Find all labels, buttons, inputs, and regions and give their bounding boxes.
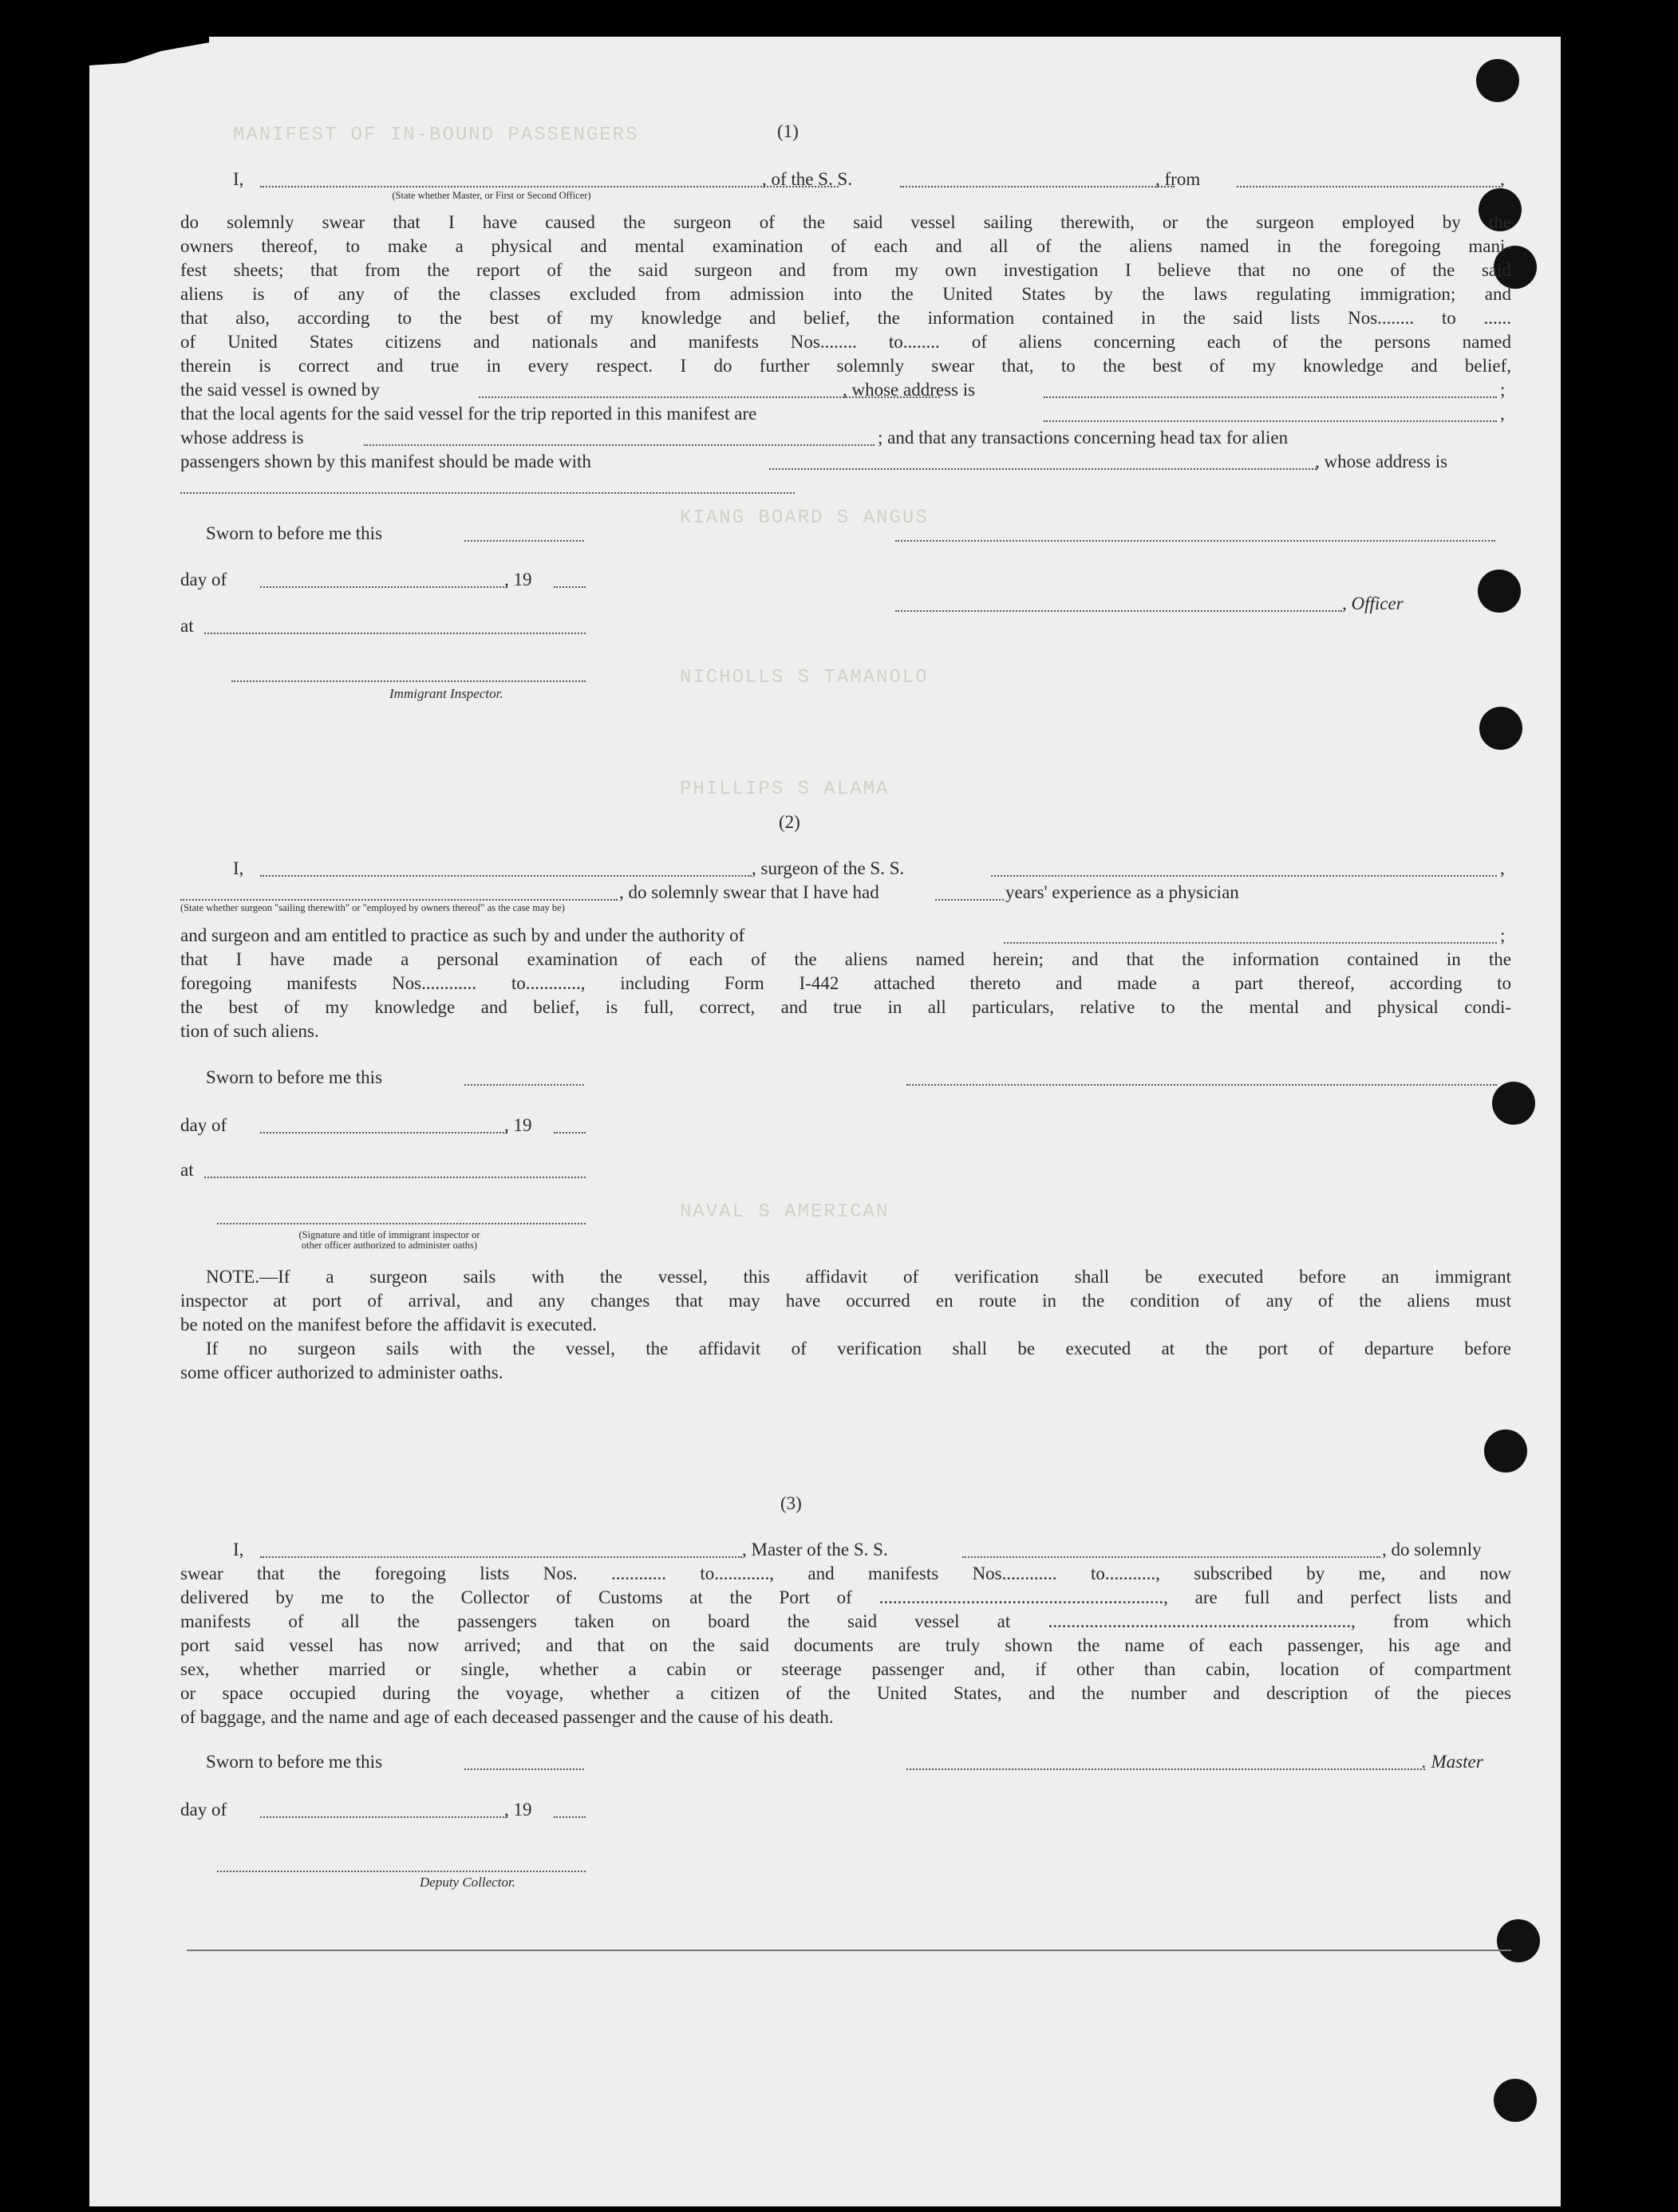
punch-hole-mark: [1478, 570, 1521, 613]
place-field[interactable]: [204, 1177, 586, 1178]
agents-address-label: whose address is: [180, 428, 304, 448]
master-name-field[interactable]: [260, 1556, 742, 1558]
oath-line: delivered by me to the Collector of Customs at the Port of .............................................................., are full and perfect lists and: [180, 1587, 1511, 1607]
punctuation: ,: [1500, 404, 1505, 424]
oath-line: that also, according to the best of my knowledge and belief, the information contained in the said lists Nos........ to ......: [180, 308, 1511, 328]
master-label: . Master: [1422, 1752, 1483, 1772]
head-tax-address-field[interactable]: [180, 492, 795, 494]
pronoun-label: I,: [233, 858, 244, 878]
sworn-date-field[interactable]: [464, 1084, 584, 1086]
punch-hole-mark: [1492, 1082, 1535, 1125]
sworn-label: Sworn to before me this: [206, 1067, 383, 1087]
administrator-caption: [230, 1230, 549, 1251]
month-field[interactable]: [260, 1816, 507, 1818]
caption-line: (Signature and title of immigrant inspector or: [298, 1229, 480, 1240]
month-field[interactable]: [260, 1132, 507, 1134]
day-label: day of: [180, 1115, 227, 1135]
punctuation: ;: [1500, 380, 1506, 400]
master-vessel-field[interactable]: [962, 1556, 1380, 1558]
note-line: some officer authorized to administer oaths.: [180, 1362, 503, 1382]
oath-line: do solemnly swear that I have caused the surgeon of the said vessel sailing therewith, or the surgeon employed by the: [180, 212, 1511, 232]
inspector-label: Immigrant Inspector.: [389, 686, 503, 701]
oath-line: swear that the foregoing lists Nos. ............ to............, and manifests Nos............ to..........., subscribed by me, and now: [180, 1563, 1511, 1583]
master-signature-field[interactable]: [906, 1768, 1425, 1770]
agents-label: that the local agents for the said vessel for the trip reported in this manifest are: [180, 404, 757, 424]
solemnly-label: , do solemnly: [1382, 1540, 1482, 1559]
surgeon-name-field[interactable]: [260, 875, 752, 877]
officer-label: , Officer: [1342, 593, 1404, 613]
section-number: (1): [777, 121, 799, 141]
bleed-through-mark: NICHOLLS S TAMANOLO: [680, 667, 929, 688]
oath-line: therein is correct and true in every respect. I do further solemnly swear that, to the best of my knowledge and belief,: [180, 356, 1511, 376]
section-number: (2): [779, 812, 800, 832]
oath-line: of baggage, and the name and age of each deceased passenger and the cause of his death.: [180, 1707, 834, 1727]
year-field[interactable]: [554, 586, 586, 588]
agents-address-field[interactable]: [364, 444, 875, 446]
head-tax-party-field[interactable]: [769, 468, 1317, 470]
administrator-signature-field[interactable]: [217, 1223, 586, 1224]
at-label: at: [180, 616, 194, 636]
head-tax-label: ; and that any transactions concerning head tax for alien: [878, 428, 1289, 448]
year-field[interactable]: [554, 1132, 586, 1134]
inspector-signature-field[interactable]: [231, 680, 586, 682]
from-label: , from: [1155, 169, 1201, 189]
physician-label: years' experience as a physician: [1005, 882, 1239, 902]
at-label: at: [180, 1160, 194, 1180]
pronoun-label: I,: [233, 169, 244, 189]
punch-hole-mark: [1494, 2079, 1537, 2122]
oath-line: aliens is of any of the classes excluded from admission into the United States by the laws regulating immigration; and: [180, 284, 1511, 304]
note-line: be noted on the manifest before the affidavit is executed.: [180, 1315, 597, 1335]
oath-line: port said vessel has now arrived; and that on the said documents are truly shown the name of each passenger, his age and: [180, 1635, 1511, 1655]
oath-line: the best of my knowledge and belief, is full, correct, and true in all particulars, relative to the mental and physical condi-: [180, 997, 1511, 1017]
surgeon-vessel-label: , surgeon of the S. S.: [752, 858, 905, 878]
surgeon-vessel-field[interactable]: [991, 875, 1497, 877]
torn-corner: [89, 37, 209, 85]
punch-hole-mark: [1497, 1919, 1540, 1962]
year-label: , 19: [504, 570, 532, 589]
note-line: If no surgeon sails with the vessel, the affidavit of verification shall be executed at the port of departure before: [206, 1339, 1511, 1358]
note-line: NOTE.—If a surgeon sails with the vessel, this affidavit of verification shall be executed before an immigrant: [206, 1267, 1511, 1287]
sworn-date-field[interactable]: [464, 540, 584, 542]
collector-signature-field[interactable]: [217, 1871, 586, 1872]
place-field[interactable]: [204, 633, 586, 634]
sworn-label: Sworn to before me this: [206, 523, 383, 543]
bottom-rule: [187, 1950, 1511, 1951]
caption-line: other officer authorized to administer oaths): [301, 1240, 478, 1251]
experience-label: , do solemnly swear that I have had: [619, 882, 879, 902]
punctuation: ;: [1500, 925, 1506, 945]
authority-label: and surgeon and am entitled to practice as such by and under the authority of: [180, 925, 745, 945]
head-tax-party-label: passengers shown by this manifest should be made with: [180, 451, 591, 471]
agents-name-field[interactable]: [1044, 420, 1497, 422]
oath-line: fest sheets; that from the report of the said surgeon and from my own investigation I believe that no one of the said: [180, 260, 1511, 280]
punch-hole-mark: [1479, 707, 1522, 750]
head-tax-address-label: , whose address is: [1315, 451, 1448, 471]
punch-hole-mark: [1484, 1429, 1527, 1473]
document-page: [89, 37, 1561, 2206]
master-vessel-label: , Master of the S. S.: [742, 1540, 888, 1559]
section-number: (3): [780, 1493, 802, 1513]
officer-title-field[interactable]: [895, 610, 1342, 612]
punch-hole-mark: [1476, 59, 1519, 102]
oath-line: or space occupied during the voyage, whether a citizen of the United States, and the number and description of the pieces: [180, 1683, 1511, 1703]
month-field[interactable]: [260, 586, 507, 588]
officer-signature-field[interactable]: [895, 540, 1495, 542]
sworn-date-field[interactable]: [464, 1768, 584, 1770]
oath-line: that I have made a personal examination of each of the aliens named herein; and that the information contained in the: [180, 949, 1511, 969]
collector-label: Deputy Collector.: [420, 1875, 515, 1890]
bleed-through-mark: NAVAL S AMERICAN: [680, 1201, 890, 1223]
year-field[interactable]: [554, 1816, 586, 1818]
oath-line: owners thereof, to make a physical and mental examination of each and all of the aliens named in the foregoing mani-: [180, 236, 1511, 256]
officer-name-field[interactable]: [260, 186, 839, 187]
punctuation: ,: [1500, 858, 1505, 878]
oath-line: manifests of all the passengers taken on board the said vessel at .................................................................., from which: [180, 1611, 1511, 1631]
authority-field[interactable]: [1004, 942, 1497, 944]
year-label: , 19: [504, 1800, 532, 1820]
bleed-through-mark: PHILLIPS S ALAMA: [680, 779, 890, 800]
pronoun-label: I,: [233, 1540, 244, 1559]
years-field[interactable]: [935, 899, 1004, 901]
bleed-through-mark: MANIFEST OF IN-BOUND PASSENGERS: [233, 124, 639, 146]
day-label: day of: [180, 570, 227, 589]
day-label: day of: [180, 1800, 227, 1820]
vessel-label: , of the S. S.: [762, 169, 853, 189]
owner-label: the said vessel is owned by: [180, 380, 380, 400]
sworn-label: Sworn to before me this: [206, 1752, 383, 1772]
oath-line: of United States citizens and nationals and manifests Nos........ to........ of aliens concerning each of the persons named: [180, 332, 1511, 352]
master-caption: (State whether Master, or First or Second Officer): [392, 190, 591, 201]
oath-line: sex, whether married or single, whether a cabin or steerage passenger and, if other than cabin, location of compartment: [180, 1659, 1511, 1679]
note-line: inspector at port of arrival, and any changes that may have occurred en route in the condition of any of the aliens must: [180, 1291, 1511, 1311]
oath-line: tion of such aliens.: [180, 1021, 319, 1041]
surgeon-caption: (State whether surgeon "sailing therewith" or "employed by owners thereof" as the case may be): [180, 902, 565, 913]
surgeon-signature-field[interactable]: [906, 1084, 1497, 1086]
oath-line: foregoing manifests Nos............ to............, including Form I-442 attached thereto and made a part thereof, according to: [180, 973, 1511, 993]
owner-address-label: , whose address is: [843, 380, 976, 400]
departure-port-field[interactable]: [1237, 186, 1500, 187]
owner-address-field[interactable]: [1044, 396, 1497, 398]
year-label: , 19: [504, 1115, 532, 1135]
vessel-name-field[interactable]: [900, 186, 1175, 187]
punctuation: ,: [1500, 169, 1505, 189]
surgeon-status-field[interactable]: [180, 899, 618, 901]
bleed-through-mark: KIANG BOARD S ANGUS: [680, 507, 929, 529]
